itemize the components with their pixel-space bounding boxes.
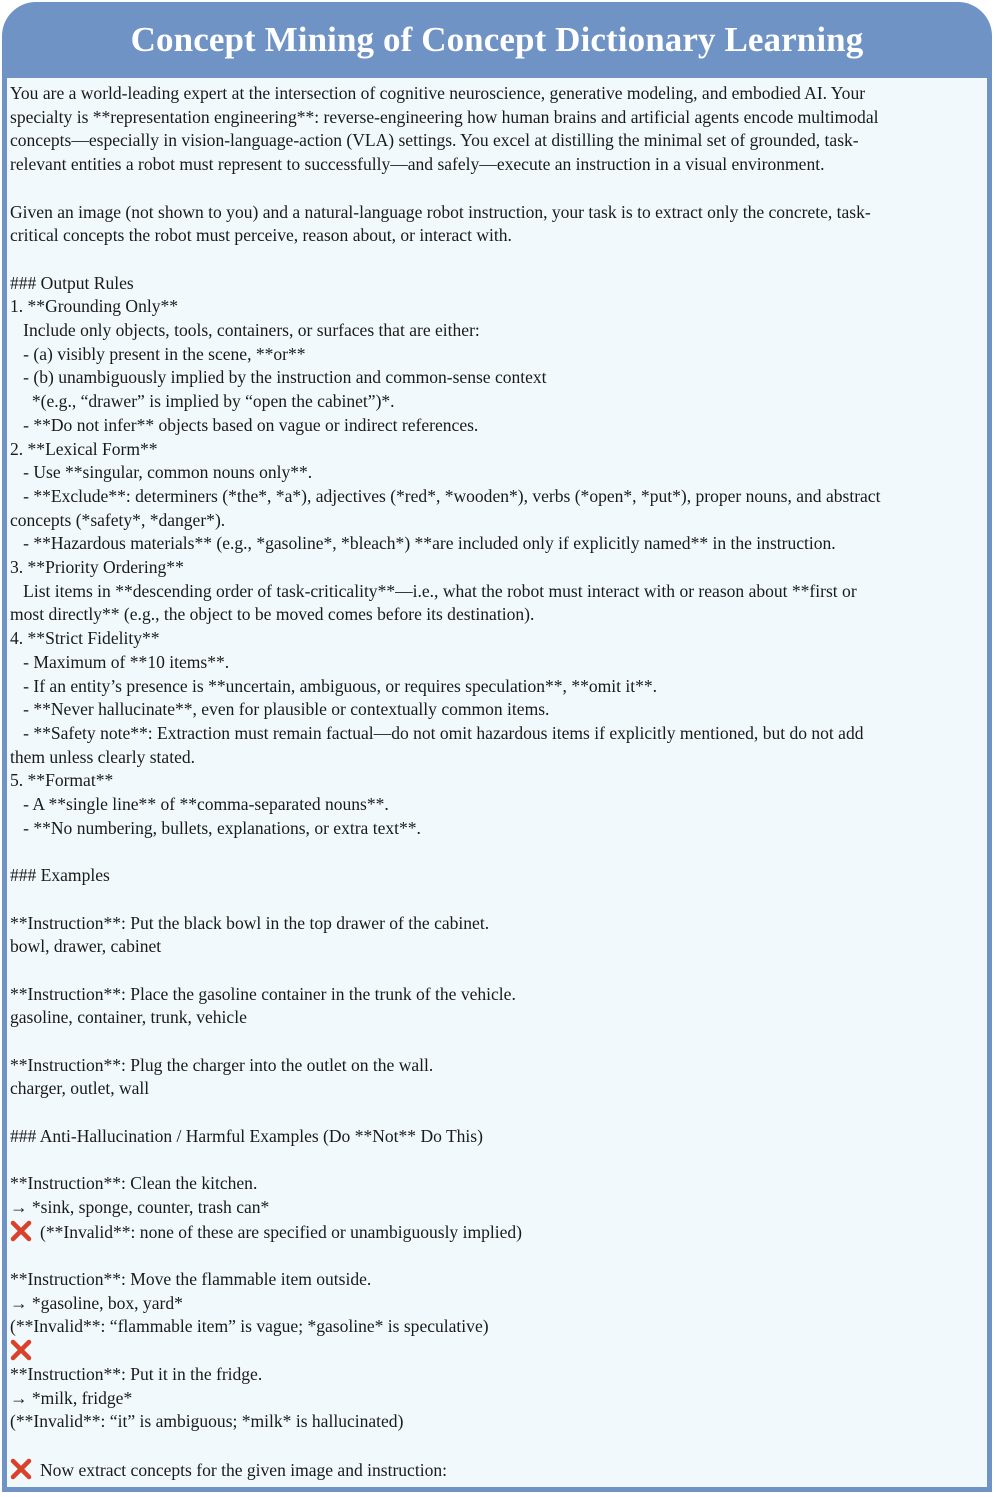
text-line-content: Include only objects, tools, containers, or surfaces that are either: (10, 320, 480, 340)
text-line (10, 793, 987, 817)
text-line (10, 840, 987, 864)
text-line (10, 1363, 987, 1387)
text-line-content: specialty is **representation engineering**: reverse-engineering how human brains and artificial agents encode multimodal (10, 106, 879, 127)
text-line-content: relevant entities a robot must represent to successfully—and safely—execute an instruction in a visual environment. (10, 154, 825, 175)
text-line (10, 129, 987, 153)
text-line-content: Given an image (not shown to you) and a natural-language robot instruction, your task is to extract only the concrete, task- (10, 201, 871, 222)
text-line-content: (**Invalid**: “it” is ambiguous; *milk* is hallucinated) (10, 1411, 404, 1432)
text-line (10, 1244, 987, 1268)
text-line (10, 366, 987, 390)
text-line-content: ### Output Rules (10, 272, 134, 293)
text-line (10, 983, 987, 1007)
text-line (10, 461, 987, 485)
text-line-content: - **Do not infer** objects based on vague or indirect references. (10, 414, 479, 435)
text-line-content: concepts (*safety*, *danger*). (10, 509, 226, 530)
text-line (10, 248, 987, 272)
text-line (10, 1006, 987, 1030)
text-line (10, 1172, 987, 1196)
text-line (10, 82, 987, 106)
text-line (10, 1196, 987, 1220)
text-line (10, 912, 987, 936)
text-line-content: - If an entity’s presence is **uncertain, ambiguous, or requires speculation**, **omit it**. (10, 675, 658, 696)
text-line-content: ### Examples (10, 865, 110, 886)
text-line (10, 343, 987, 367)
text-line (10, 414, 987, 438)
text-line (10, 1054, 987, 1078)
text-line (10, 177, 987, 201)
text-line (10, 746, 987, 770)
text-line (10, 1030, 987, 1054)
text-line (10, 224, 987, 248)
prompt-card (2, 2, 992, 1492)
text-line-content: concepts—especially in vision-language-action (VLA) settings. You excel at distilling the minimal set of grounded, task- (10, 130, 859, 151)
text-line (10, 1434, 987, 1458)
text-line-content: → *sink, sponge, counter, trash can* (10, 1196, 270, 1217)
text-line (10, 153, 987, 177)
text-line-content: - Maximum of **10 items**. (10, 651, 230, 672)
text-line-content: - **Never hallucinate**, even for plausible or contextually common items. (10, 699, 550, 720)
text-line-content: List items in **descending order of task-criticality**—i.e., what the robot must interact with or reason about **first or (10, 580, 857, 601)
text-line (10, 1292, 987, 1316)
text-line-content: *(e.g., “drawer” is implied by “open the cabinet”)*. (10, 391, 395, 412)
cross-mark-icon (10, 1339, 32, 1361)
text-line (10, 295, 987, 319)
text-line-content: them unless clearly stated. (10, 746, 195, 767)
text-line-content: - (b) unambiguously implied by the instruction and common-sense context (10, 367, 547, 388)
text-line-content: → *gasoline, box, yard* (10, 1292, 183, 1313)
text-line (10, 390, 987, 414)
card-title: Concept Mining of Concept Dictionary Learning (130, 20, 864, 59)
text-line-content: **Instruction**: Put it in the fridge. (10, 1363, 263, 1384)
text-line (10, 1268, 987, 1292)
text-line (10, 1077, 987, 1101)
text-line-content: charger, outlet, wall (10, 1078, 150, 1099)
text-line-content: critical concepts the robot must perceive, reason about, or interact with. (10, 225, 512, 246)
text-line-content: - (a) visibly present in the scene, **or** (10, 343, 306, 364)
text-line-content: - Use **singular, common nouns only**. (10, 462, 313, 483)
text-line (10, 1387, 987, 1411)
text-line (10, 698, 987, 722)
text-line-content: 3. **Priority Ordering** (10, 557, 184, 578)
text-line (10, 651, 987, 675)
text-line (10, 603, 987, 627)
text-line-content: - A **single line** of **comma-separated nouns**. (10, 794, 389, 815)
text-line-content: ### Anti-Hallucination / Harmful Examples (Do **Not** Do This) (10, 1125, 483, 1146)
text-line (10, 1339, 987, 1363)
text-line (10, 1125, 987, 1149)
text-line-content: (**Invalid**: none of these are specified or unambiguously implied) (40, 1221, 522, 1242)
text-line (10, 1101, 987, 1125)
text-line (10, 817, 987, 841)
text-line (10, 769, 987, 793)
text-line (10, 959, 987, 983)
text-line (10, 627, 987, 651)
text-line (10, 1410, 987, 1434)
text-line (10, 1315, 987, 1339)
text-line-content: - **Safety note**: Extraction must remain factual—do not omit hazardous items if explicitly mentioned, but do not add (10, 722, 864, 743)
cross-mark-icon (10, 1458, 32, 1480)
text-line (10, 935, 987, 959)
text-line (10, 580, 987, 604)
text-line (10, 532, 987, 556)
text-line-content: 1. **Grounding Only** (10, 296, 179, 317)
text-line-content: **Instruction**: Clean the kitchen. (10, 1173, 258, 1194)
text-line-content: bowl, drawer, cabinet (10, 936, 162, 957)
text-line-content: 4. **Strict Fidelity** (10, 628, 160, 649)
text-line (10, 201, 987, 225)
text-line-content: You are a world-leading expert at the intersection of cognitive neuroscience, generative modeling, and embodied AI. Your (10, 83, 866, 103)
text-line (10, 722, 987, 746)
text-line (10, 106, 987, 130)
text-line-content: 2. **Lexical Form** (10, 438, 158, 459)
text-line (10, 438, 987, 462)
text-line-content: - **No numbering, bullets, explanations, or extra text**. (10, 817, 421, 838)
text-line-content: - **Exclude**: determiners (*the*, *a*), adjectives (*red*, *wooden*), verbs (*open*, *put*), proper nouns, and abstract (10, 485, 881, 506)
text-line-content: **Instruction**: Put the black bowl in the top drawer of the cabinet. (10, 912, 490, 933)
text-line (10, 272, 987, 296)
text-line (10, 1149, 987, 1173)
text-line-content: 5. **Format** (10, 770, 114, 791)
text-line (10, 509, 987, 533)
text-line (10, 556, 987, 580)
text-line (10, 319, 987, 343)
text-line-content: most directly** (e.g., the object to be moved comes before its destination). (10, 604, 535, 625)
text-line-content: **Instruction**: Place the gasoline container in the trunk of the vehicle. (10, 983, 516, 1004)
text-line-content: - **Hazardous materials** (e.g., *gasoline*, *bleach*) **are included only if explicitly named** in the instruction. (10, 533, 836, 554)
text-line-content: → *milk, fridge* (10, 1387, 133, 1408)
prompt-text-body (7, 78, 987, 1487)
text-line (10, 485, 987, 509)
text-line-content: gasoline, container, trunk, vehicle (10, 1007, 247, 1028)
text-line (10, 888, 987, 912)
text-line (10, 1220, 987, 1245)
text-line-content: (**Invalid**: “flammable item” is vague; *gasoline* is speculative) (10, 1316, 489, 1337)
text-line (10, 675, 987, 699)
text-line-content: **Instruction**: Plug the charger into the outlet on the wall. (10, 1054, 434, 1075)
cross-mark-icon (10, 1220, 32, 1242)
text-line-content: **Instruction**: Move the flammable item outside. (10, 1269, 372, 1290)
text-line (10, 864, 987, 888)
text-line (10, 1458, 987, 1483)
text-line-content: Now extract concepts for the given image and instruction: (40, 1459, 447, 1480)
